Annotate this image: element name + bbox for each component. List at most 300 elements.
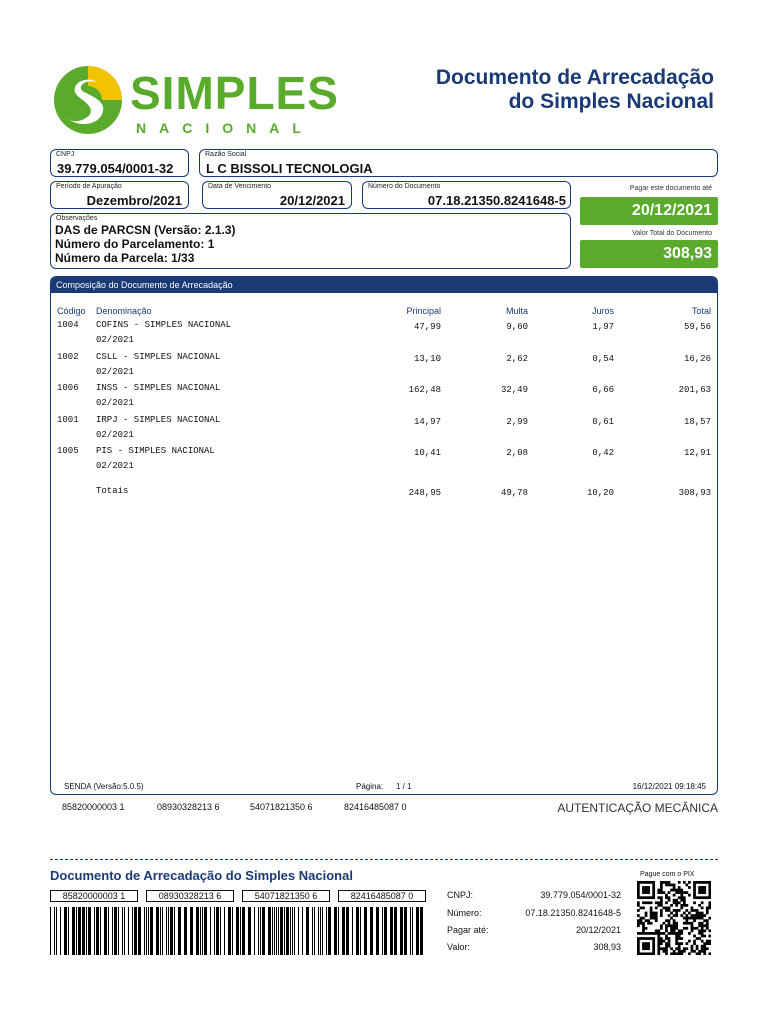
linha-digitavel-3: 54071821350 6 bbox=[250, 802, 313, 812]
qr-module bbox=[657, 942, 660, 945]
qr-module bbox=[680, 894, 683, 897]
qr-module bbox=[693, 886, 696, 889]
qr-module bbox=[655, 917, 658, 920]
qr-module bbox=[698, 929, 701, 932]
qr-module bbox=[683, 901, 686, 904]
barcode-bar bbox=[216, 907, 219, 955]
qr-module bbox=[693, 914, 696, 917]
qr-module bbox=[663, 950, 666, 953]
barcode-bar bbox=[260, 907, 261, 955]
qr-module bbox=[673, 901, 676, 904]
qr-module bbox=[652, 937, 655, 940]
qr-module bbox=[696, 912, 699, 915]
qr-module bbox=[637, 896, 640, 899]
qr-module bbox=[678, 950, 681, 953]
qr-module bbox=[685, 942, 688, 945]
barcode-bar bbox=[276, 907, 277, 955]
qr-module bbox=[657, 891, 660, 894]
qr-module bbox=[645, 881, 648, 884]
qr-module bbox=[645, 889, 648, 892]
row-codigo: 1005 bbox=[57, 446, 79, 456]
qr-module bbox=[703, 924, 706, 927]
barcode-bar bbox=[166, 907, 167, 955]
qr-module bbox=[640, 896, 643, 899]
qr-module bbox=[675, 932, 678, 935]
qr-module bbox=[708, 901, 711, 904]
barcode-bar bbox=[88, 907, 91, 955]
periodo-box bbox=[50, 181, 189, 209]
qr-module bbox=[701, 896, 704, 899]
qr-module bbox=[698, 912, 701, 915]
qr-module bbox=[645, 891, 648, 894]
qr-module bbox=[645, 901, 648, 904]
qr-module bbox=[706, 909, 709, 912]
barcode-bar bbox=[328, 907, 331, 955]
barcode-bar bbox=[400, 907, 403, 955]
qr-module bbox=[640, 952, 643, 955]
qr-module bbox=[706, 942, 709, 945]
qr-module bbox=[668, 922, 671, 925]
row-juros: 0,54 bbox=[592, 354, 614, 364]
totais-multa: 49,78 bbox=[500, 488, 528, 498]
row-total: 12,91 bbox=[683, 448, 711, 458]
qr-module bbox=[678, 942, 681, 945]
qr-module bbox=[678, 952, 681, 955]
qr-module bbox=[660, 881, 663, 884]
qr-module bbox=[680, 907, 683, 910]
qr-module bbox=[640, 937, 643, 940]
qr-module bbox=[637, 922, 640, 925]
qr-module bbox=[685, 919, 688, 922]
barcode-image bbox=[48, 907, 426, 955]
qr-module bbox=[642, 947, 645, 950]
qr-module bbox=[645, 945, 648, 948]
totais-juros: 10,20 bbox=[586, 488, 614, 498]
qr-module bbox=[675, 889, 678, 892]
qr-module bbox=[703, 929, 706, 932]
barcode-bar bbox=[122, 907, 123, 955]
barcode-bar bbox=[220, 907, 221, 955]
qr-module bbox=[708, 891, 711, 894]
qr-module bbox=[675, 891, 678, 894]
barcode-bar bbox=[306, 907, 309, 955]
qr-module bbox=[665, 935, 668, 938]
vencimento-value: 20/12/2021 bbox=[279, 193, 345, 208]
qr-module bbox=[642, 917, 645, 920]
qr-module bbox=[701, 922, 704, 925]
stub-valor-label: Valor: bbox=[447, 942, 470, 952]
row-principal: 13,10 bbox=[413, 354, 441, 364]
senda-version: SENDA (Versão:5.0.5) bbox=[64, 782, 144, 791]
qr-module bbox=[640, 922, 643, 925]
qr-module bbox=[663, 940, 666, 943]
qr-module bbox=[701, 935, 704, 938]
qr-module bbox=[637, 901, 640, 904]
qr-module bbox=[645, 896, 648, 899]
qr-module bbox=[680, 929, 683, 932]
numero-documento-value: 07.18.21350.8241648-5 bbox=[427, 193, 566, 208]
qr-module bbox=[706, 924, 709, 927]
barcode-bar bbox=[100, 907, 101, 955]
qr-module bbox=[652, 950, 655, 953]
totais-label: Totais bbox=[96, 486, 129, 496]
barcode-bar bbox=[360, 907, 361, 955]
qr-module bbox=[665, 896, 668, 899]
totais-total: 308,93 bbox=[678, 488, 711, 498]
numero-documento-label: Número do Documento bbox=[368, 183, 441, 190]
qr-module bbox=[660, 909, 663, 912]
qr-module bbox=[665, 937, 668, 940]
barcode-bar bbox=[64, 907, 67, 955]
qr-module bbox=[708, 952, 711, 955]
qr-module bbox=[652, 947, 655, 950]
barcode-bar bbox=[314, 907, 315, 955]
barcode-bar bbox=[78, 907, 81, 955]
pix-qr-code-icon[interactable] bbox=[637, 881, 711, 955]
periodo-value: Dezembro/2021 bbox=[86, 193, 182, 208]
barcode-bar bbox=[202, 907, 203, 955]
logo-word-simples: SIMPLES bbox=[130, 67, 339, 119]
barcode-bar bbox=[138, 907, 141, 955]
qr-module bbox=[675, 942, 678, 945]
qr-module bbox=[708, 894, 711, 897]
qr-module bbox=[698, 924, 701, 927]
barcode-bar bbox=[416, 907, 419, 955]
qr-module bbox=[652, 952, 655, 955]
qr-module bbox=[696, 914, 699, 917]
stub-digitos-1: 85820000003 1 bbox=[50, 890, 138, 902]
qr-module bbox=[701, 914, 704, 917]
stub-valor-value: 308,93 bbox=[593, 942, 621, 952]
qr-module bbox=[665, 927, 668, 930]
barcode-bar bbox=[356, 907, 359, 955]
qr-module bbox=[652, 881, 655, 884]
qr-module bbox=[696, 952, 699, 955]
barcode-bar bbox=[228, 907, 231, 955]
barcode-bar bbox=[184, 907, 187, 955]
qr-module bbox=[693, 942, 696, 945]
qr-module bbox=[668, 919, 671, 922]
qr-module bbox=[660, 937, 663, 940]
qr-module bbox=[660, 891, 663, 894]
razao-social-value: L C BISSOLI TECNOLOGIA bbox=[206, 161, 373, 176]
row-multa: 2,62 bbox=[506, 354, 528, 364]
barcode-bar bbox=[150, 907, 153, 955]
qr-module bbox=[637, 886, 640, 889]
qr-module bbox=[683, 899, 686, 902]
qr-module bbox=[673, 889, 676, 892]
qr-module bbox=[637, 932, 640, 935]
qr-module bbox=[657, 896, 660, 899]
qr-module bbox=[691, 927, 694, 930]
qr-module bbox=[685, 922, 688, 925]
barcode-bar bbox=[294, 907, 295, 955]
qr-module bbox=[693, 891, 696, 894]
qr-module bbox=[637, 891, 640, 894]
barcode-bar bbox=[262, 907, 265, 955]
row-periodo: 02/2021 bbox=[96, 430, 134, 440]
qr-module bbox=[665, 952, 668, 955]
qr-module bbox=[708, 886, 711, 889]
qr-module bbox=[678, 891, 681, 894]
qr-module bbox=[637, 937, 640, 940]
composicao-title-bar bbox=[51, 277, 717, 293]
qr-module bbox=[696, 945, 699, 948]
barcode-bar bbox=[346, 907, 349, 955]
col-header-total: Total bbox=[691, 306, 711, 316]
qr-module bbox=[668, 914, 671, 917]
row-total: 201,63 bbox=[678, 385, 711, 395]
qr-module bbox=[701, 907, 704, 910]
qr-module bbox=[673, 950, 676, 953]
barcode-bar bbox=[268, 907, 271, 955]
qr-module bbox=[706, 912, 709, 915]
qr-module bbox=[668, 909, 671, 912]
qr-module bbox=[691, 924, 694, 927]
barcode-bar bbox=[272, 907, 273, 955]
qr-module bbox=[665, 924, 668, 927]
qr-module bbox=[696, 927, 699, 930]
qr-module bbox=[650, 914, 653, 917]
qr-module bbox=[696, 937, 699, 940]
qr-module bbox=[708, 896, 711, 899]
barcode-bar bbox=[236, 907, 239, 955]
row-juros: 1,97 bbox=[592, 322, 614, 332]
qr-module bbox=[647, 942, 650, 945]
qr-module bbox=[660, 912, 663, 915]
barcode-bar bbox=[214, 907, 215, 955]
qr-module bbox=[708, 907, 711, 910]
row-periodo: 02/2021 bbox=[96, 367, 134, 377]
barcode-bar bbox=[196, 907, 199, 955]
qr-module bbox=[637, 914, 640, 917]
qr-module bbox=[701, 927, 704, 930]
barcode-bar bbox=[232, 907, 233, 955]
barcode-bar bbox=[320, 907, 321, 955]
cnpj-box bbox=[50, 149, 189, 177]
stub-cnpj-value: 39.779.054/0001-32 bbox=[540, 890, 621, 900]
qr-module bbox=[668, 881, 671, 884]
stub-cnpj-label: CNPJ: bbox=[447, 890, 474, 900]
stub-pagar-value: 20/12/2021 bbox=[575, 925, 621, 935]
qr-module bbox=[650, 909, 653, 912]
qr-module bbox=[665, 947, 668, 950]
qr-module bbox=[652, 940, 655, 943]
qr-module bbox=[637, 942, 640, 945]
razao-social-label: Razão Social bbox=[205, 151, 247, 158]
qr-module bbox=[652, 891, 655, 894]
stub-numero-value: 07.18.21350.8241648-5 bbox=[525, 908, 621, 918]
obs-line-3: Número da Parcela: 1/33 bbox=[55, 251, 195, 265]
qr-module bbox=[703, 896, 706, 899]
qr-module bbox=[708, 904, 711, 907]
qr-module bbox=[652, 889, 655, 892]
qr-module bbox=[698, 952, 701, 955]
stub-digitos-2: 08930328213 6 bbox=[146, 890, 234, 902]
barcode-bar bbox=[76, 907, 77, 955]
barcode-bar bbox=[134, 907, 137, 955]
qr-module bbox=[665, 942, 668, 945]
qr-module bbox=[642, 952, 645, 955]
qr-module bbox=[673, 952, 676, 955]
barcode-bar bbox=[118, 907, 119, 955]
qr-module bbox=[637, 909, 640, 912]
qr-module bbox=[652, 896, 655, 899]
qr-module bbox=[693, 894, 696, 897]
qr-module bbox=[668, 924, 671, 927]
qr-module bbox=[642, 945, 645, 948]
row-principal: 162,48 bbox=[408, 385, 441, 395]
qr-module bbox=[701, 912, 704, 915]
qr-module bbox=[668, 940, 671, 943]
qr-module bbox=[657, 937, 660, 940]
qr-module bbox=[675, 952, 678, 955]
col-header-codigo: Código bbox=[57, 306, 86, 316]
qr-module bbox=[691, 947, 694, 950]
qr-module bbox=[673, 919, 676, 922]
qr-module bbox=[708, 917, 711, 920]
qr-module bbox=[642, 942, 645, 945]
barcode-bar bbox=[352, 907, 353, 955]
qr-module bbox=[670, 929, 673, 932]
qr-module bbox=[647, 896, 650, 899]
qr-module bbox=[657, 952, 660, 955]
row-juros: 0,61 bbox=[592, 417, 614, 427]
row-juros: 6,66 bbox=[592, 385, 614, 395]
qr-module bbox=[688, 922, 691, 925]
qr-module bbox=[703, 881, 706, 884]
qr-module bbox=[691, 945, 694, 948]
logo-word-nacional: NACIONAL bbox=[136, 120, 314, 136]
qr-module bbox=[645, 886, 648, 889]
qr-module bbox=[670, 912, 673, 915]
barcode-bar bbox=[50, 907, 51, 955]
qr-module bbox=[693, 896, 696, 899]
qr-module bbox=[678, 947, 681, 950]
row-total: 18,57 bbox=[683, 417, 711, 427]
qr-module bbox=[701, 950, 704, 953]
row-principal: 10,41 bbox=[413, 448, 441, 458]
qr-module bbox=[665, 881, 668, 884]
autenticacao-mecanica: AUTENTICAÇÃO MECÂNICA bbox=[557, 801, 718, 815]
qr-module bbox=[698, 896, 701, 899]
qr-module bbox=[698, 937, 701, 940]
qr-module bbox=[652, 894, 655, 897]
qr-module bbox=[665, 884, 668, 887]
qr-module bbox=[668, 896, 671, 899]
qr-module bbox=[698, 922, 701, 925]
qr-module bbox=[683, 927, 686, 930]
qr-module bbox=[657, 947, 660, 950]
qr-module bbox=[680, 950, 683, 953]
qr-module bbox=[650, 952, 653, 955]
barcode-bar bbox=[404, 907, 407, 955]
qr-module bbox=[678, 945, 681, 948]
qr-module bbox=[683, 912, 686, 915]
barcode-bar bbox=[60, 907, 61, 955]
qr-module bbox=[647, 891, 650, 894]
qr-module bbox=[696, 947, 699, 950]
cnpj-value: 39.779.054/0001-32 bbox=[57, 161, 174, 176]
qr-module bbox=[688, 886, 691, 889]
qr-module bbox=[660, 927, 663, 930]
qr-module bbox=[688, 912, 691, 915]
barcode-bar bbox=[178, 907, 181, 955]
barcode-bar bbox=[376, 907, 379, 955]
qr-module bbox=[691, 914, 694, 917]
qr-module bbox=[706, 896, 709, 899]
qr-module bbox=[647, 901, 650, 904]
qr-module bbox=[642, 927, 645, 930]
qr-module bbox=[691, 950, 694, 953]
qr-module bbox=[665, 945, 668, 948]
qr-module bbox=[701, 947, 704, 950]
qr-module bbox=[701, 945, 704, 948]
barcode-bar bbox=[72, 907, 75, 955]
barcode-bar bbox=[54, 907, 55, 955]
linha-digitavel-2: 08930328213 6 bbox=[157, 802, 220, 812]
qr-module bbox=[698, 891, 701, 894]
barcode-bar bbox=[148, 907, 149, 955]
qr-module bbox=[660, 947, 663, 950]
barcode-bar bbox=[302, 907, 303, 955]
qr-module bbox=[703, 935, 706, 938]
qr-module bbox=[688, 940, 691, 943]
barcode-bar bbox=[146, 907, 147, 955]
qr-module bbox=[701, 917, 704, 920]
qr-module bbox=[647, 922, 650, 925]
qr-module bbox=[701, 889, 704, 892]
qr-module bbox=[663, 907, 666, 910]
cnpj-label: CNPJ bbox=[56, 151, 75, 158]
stub-numero-label: Número: bbox=[447, 908, 482, 918]
qr-module bbox=[691, 917, 694, 920]
qr-module bbox=[645, 914, 648, 917]
qr-module bbox=[640, 917, 643, 920]
qr-module bbox=[693, 927, 696, 930]
barcode-bar bbox=[168, 907, 169, 955]
qr-module bbox=[650, 907, 653, 910]
qr-module bbox=[703, 919, 706, 922]
qr-module bbox=[678, 896, 681, 899]
row-codigo: 1002 bbox=[57, 352, 79, 362]
row-denominacao: IRPJ - SIMPLES NACIONAL bbox=[96, 415, 221, 425]
barcode-bar bbox=[326, 907, 327, 955]
barcode-bar bbox=[298, 907, 299, 955]
qr-module bbox=[696, 909, 699, 912]
qr-module bbox=[703, 947, 706, 950]
barcode-bar bbox=[318, 907, 319, 955]
qr-module bbox=[706, 940, 709, 943]
qr-module bbox=[657, 932, 660, 935]
qr-module bbox=[698, 914, 701, 917]
qr-module bbox=[637, 952, 640, 955]
linha-digitavel-1: 85820000003 1 bbox=[62, 802, 125, 812]
qr-module bbox=[657, 889, 660, 892]
qr-module bbox=[642, 881, 645, 884]
qr-module bbox=[675, 909, 678, 912]
qr-module bbox=[655, 919, 658, 922]
qr-module bbox=[673, 927, 676, 930]
qr-module bbox=[678, 886, 681, 889]
observacoes-label: Observações bbox=[56, 215, 98, 222]
barcode-bar bbox=[210, 907, 211, 955]
qr-module bbox=[706, 927, 709, 930]
barcode-bar bbox=[394, 907, 397, 955]
row-codigo: 1006 bbox=[57, 383, 79, 393]
qr-module bbox=[663, 922, 666, 925]
qr-module bbox=[637, 940, 640, 943]
